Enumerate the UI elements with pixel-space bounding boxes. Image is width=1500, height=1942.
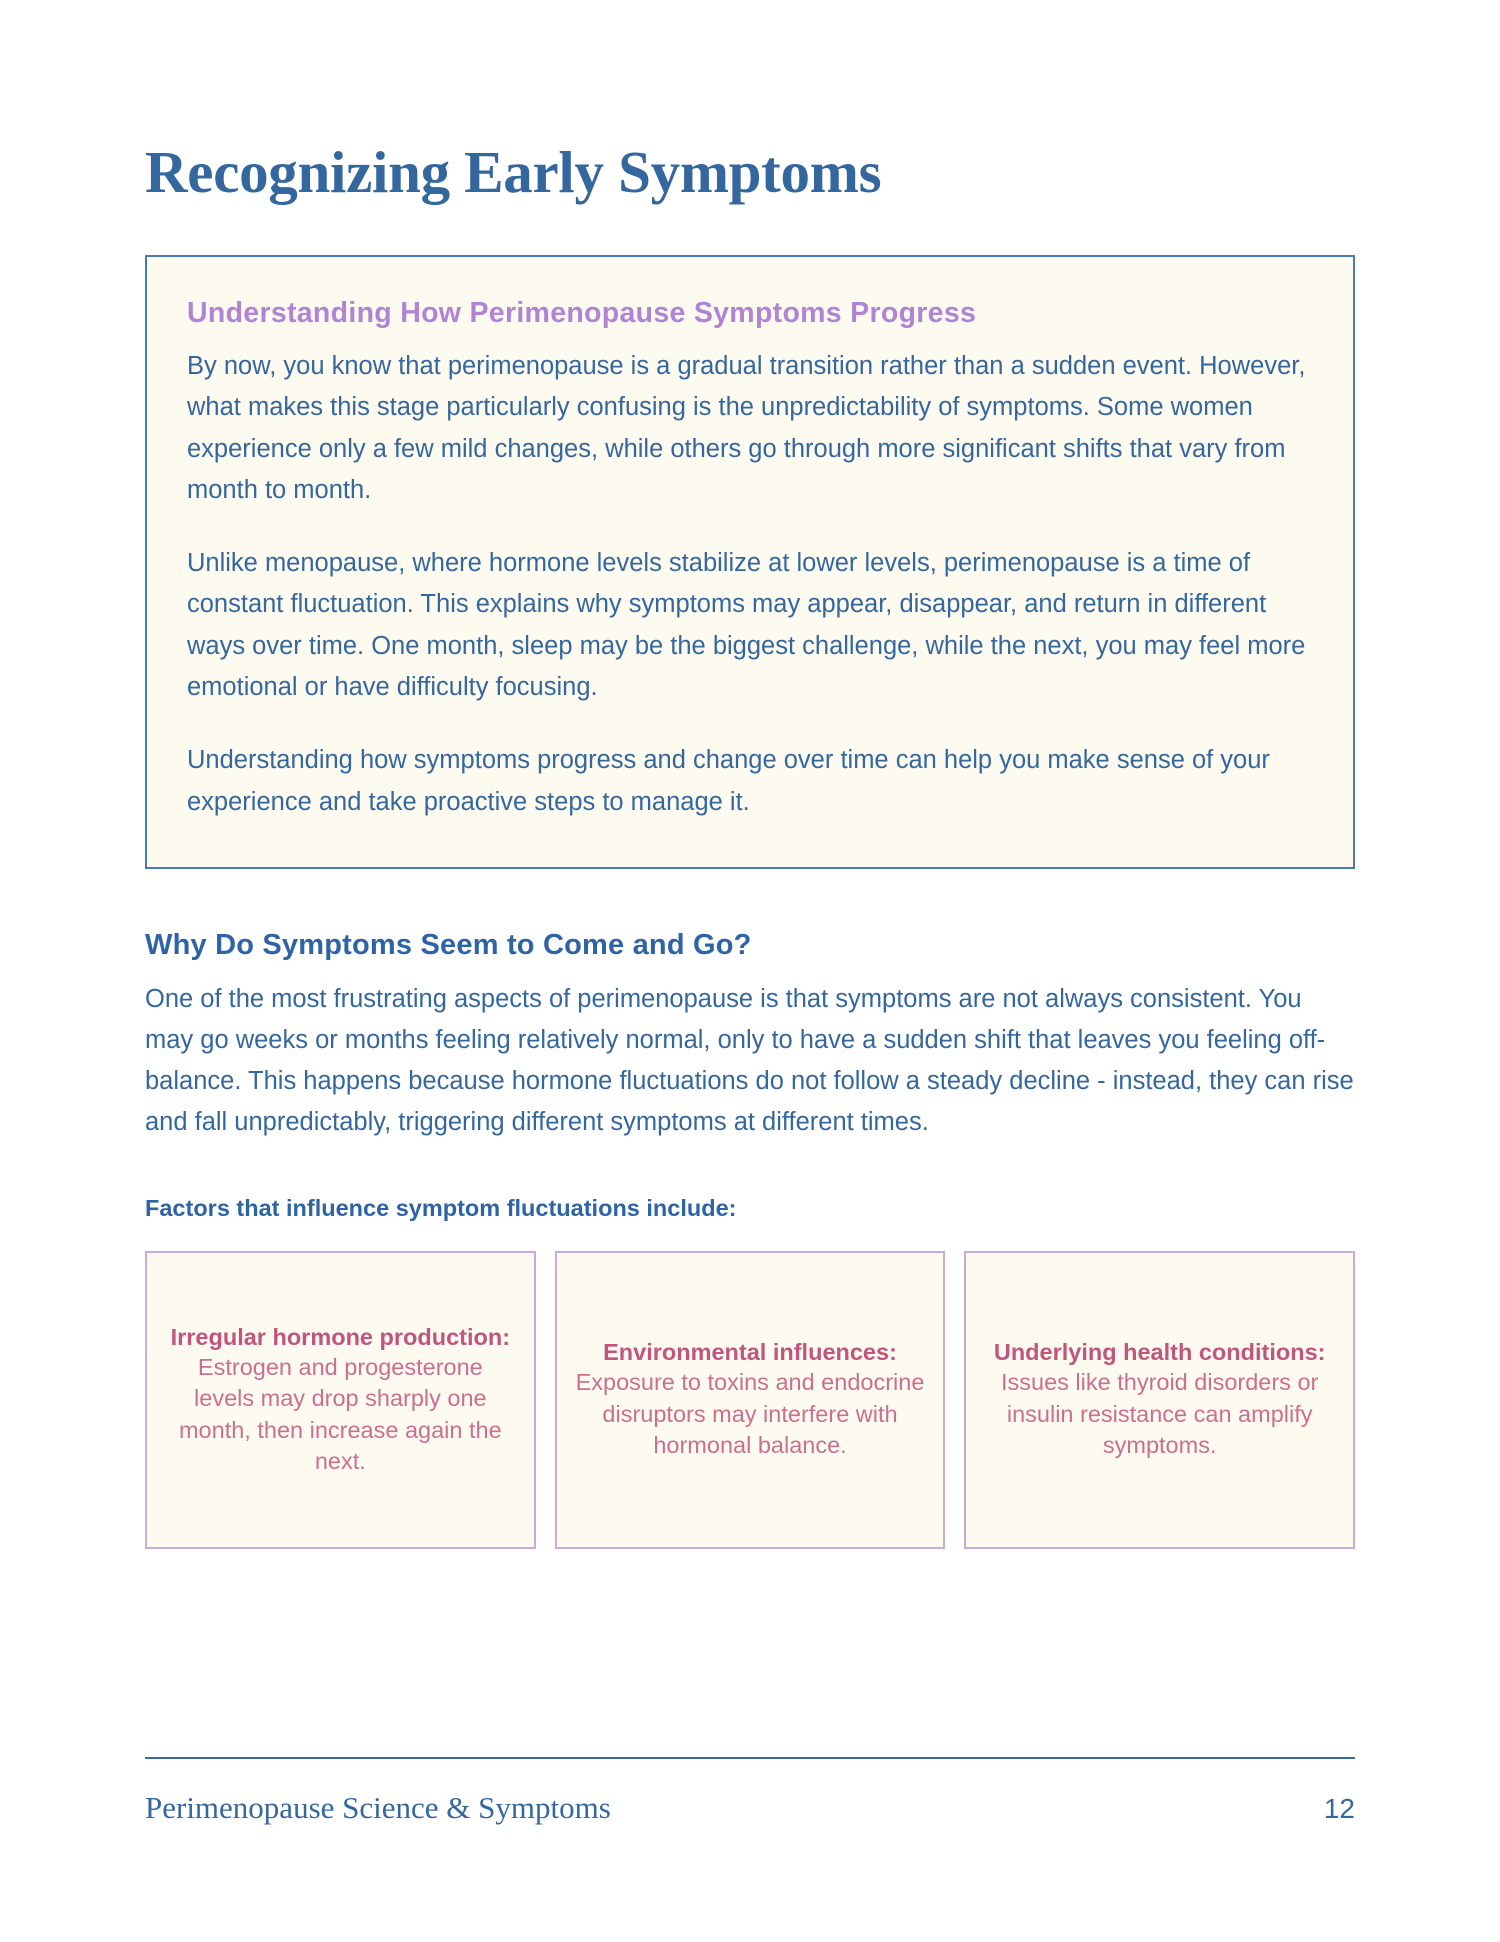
factor-description: Exposure to toxins and endocrine disruptors may interfere with hormonal balance. (575, 1369, 925, 1459)
factors-lead-in: Factors that influence symptom fluctuations include: (145, 1194, 737, 1221)
callout-paragraph: By now, you know that perimenopause is a gradual transition rather than a sudden event. However, what makes this stage particularly confusing is the unpredictability of symptoms. Some women experience only a few mild changes, while others go through more significant shifts that vary from month to month. (187, 351, 1306, 504)
factor-description: Estrogen and progesterone levels may drop sharply one month, then increase again the next. (178, 1353, 502, 1475)
factor-description: Issues like thyroid disorders or insulin resistance can amplify symptoms. (1000, 1369, 1319, 1459)
factors-row (145, 1251, 1355, 1549)
callout-box (145, 255, 1355, 869)
footer-divider (145, 1757, 1355, 1759)
footer-page-number: 12 (1323, 1792, 1355, 1824)
factor-label: Irregular hormone production: (170, 1323, 511, 1350)
callout-paragraph: Unlike menopause, where hormone levels stabilize at lower levels, perimenopause is a time of constant fluctuation. This explains why symptoms may appear, disappear, and return in different ways over time. One month, sleep may be the biggest challenge, while the next, you may feel more emotional or have difficulty focusing. (187, 549, 1306, 702)
footer-title: Perimenopause Science & Symptoms (145, 1789, 611, 1825)
page-title: Recognizing Early Symptoms (145, 139, 882, 205)
factor-label: Environmental influences: (603, 1339, 897, 1366)
section-heading: Why Do Symptoms Seem to Come and Go? (145, 928, 752, 961)
footer-row (145, 1789, 1355, 1826)
section-paragraph: One of the most frustrating aspects of perimenopause is that symptoms are not always consistent. You may go weeks or months feeling relatively normal, only to have a sudden shift that leaves you feeling off-balance. This happens because hormone fluctuations do not follow a steady decline - instead, they can rise and fall unpredictably, triggering different symptoms at different times. (145, 984, 1354, 1137)
callout-heading: Understanding How Perimenopause Symptoms Progress (187, 296, 977, 329)
factor-label: Underlying health conditions: (993, 1339, 1326, 1366)
factor-card (964, 1251, 1355, 1549)
factor-card (145, 1251, 536, 1549)
page-footer (145, 1757, 1355, 1942)
callout-paragraph: Understanding how symptoms progress and change over time can help you make sense of your experience and take proactive steps to manage it. (187, 746, 1270, 816)
factor-card (555, 1251, 946, 1549)
